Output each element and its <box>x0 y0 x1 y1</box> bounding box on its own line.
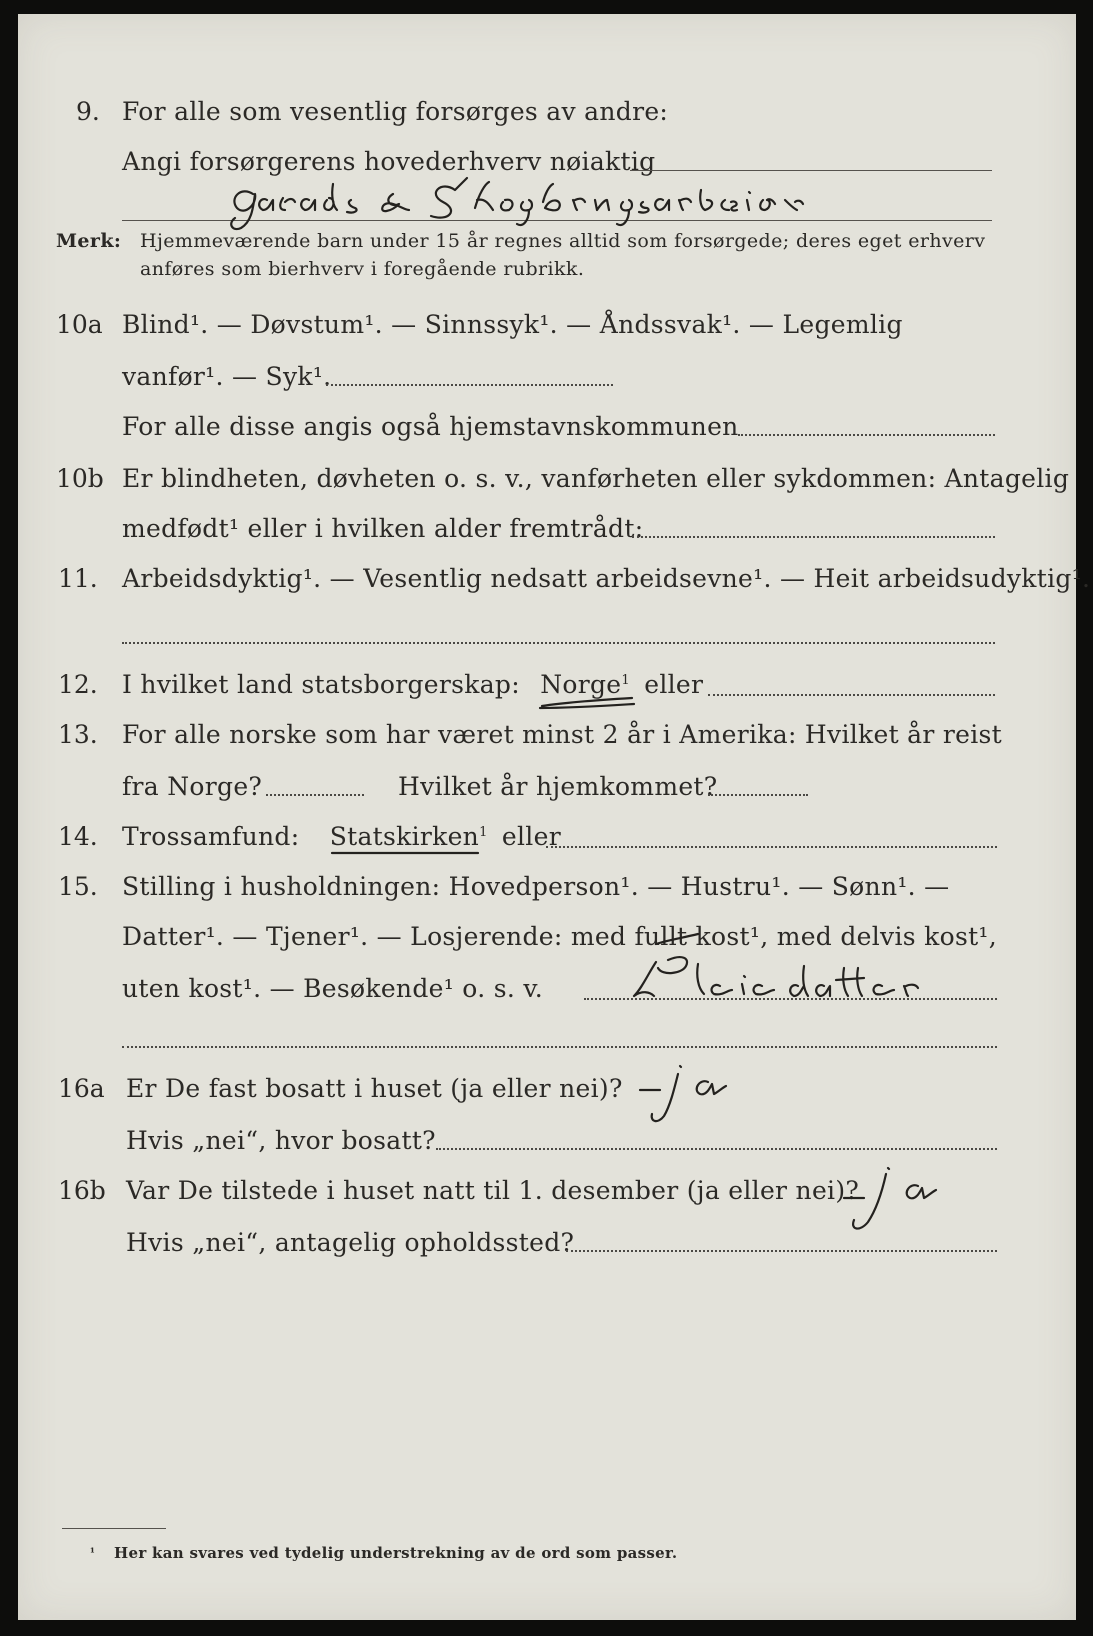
q10a-fill-line-2 <box>738 434 995 436</box>
q11-number: 11. <box>58 564 98 593</box>
q10b-line1: Er blindheten, døvheten o. s. v., vanførheten eller sykdommen: Antagelig <box>122 464 1070 493</box>
q10b-number: 10b <box>56 464 104 493</box>
q15-line2: Datter¹. — Tjener¹. — Losjerende: med fullt kost¹, med delvis kost¹, <box>122 922 997 951</box>
q9-number: 9. <box>76 97 100 126</box>
q16a-number: 16a <box>58 1074 105 1103</box>
q12-number: 12. <box>58 670 98 699</box>
q16a-line2: Hvis „nei“, hvor bosatt? <box>126 1126 436 1155</box>
q12-line1 <box>122 670 703 699</box>
q13-line1: For alle norske som har været minst 2 år i Amerika: Hvilket år reist <box>122 720 1003 749</box>
q14-statskirken-text: Statskirken <box>329 822 480 851</box>
q15-handwritten-answer <box>628 950 998 1010</box>
footnote-mark: ¹ <box>90 1546 96 1559</box>
q16a-line1: Er De fast bosatt i huset (ja eller nei)? <box>126 1074 623 1103</box>
q10b-fill-line <box>632 536 995 538</box>
q15-line3: uten kost¹. — Besøkende¹ o. s. v. <box>122 974 544 1003</box>
q16a-fill-line <box>436 1148 997 1150</box>
q9-line2: Angi forsørgerens hovederhverv nøiaktig <box>122 147 656 176</box>
q16b-fill-line <box>566 1250 997 1252</box>
q13-fill-line-1 <box>266 794 364 796</box>
q16b-line2: Hvis „nei“, antagelig opholdssted? <box>126 1228 575 1257</box>
q10b-line2: medfødt¹ eller i hvilken alder fremtrådt: <box>122 514 644 543</box>
q12-norge-option: Norge$^1$ <box>540 670 630 699</box>
q12-fill-line <box>708 694 995 696</box>
footnote-text: Her kan svares ved tydelig understrekning av de ord som passer. <box>114 1544 678 1562</box>
q14-eller-text: eller <box>501 822 561 851</box>
q15-fill-line-2 <box>122 1046 997 1048</box>
q9-handwritten-answer <box>223 164 1013 234</box>
q11-line1: Arbeidsdyktig¹. — Vesentlig nedsatt arbeidsevne¹. — Heit arbeidsudyktig¹. <box>122 564 1091 593</box>
q16a-handwritten-answer <box>630 1060 740 1130</box>
q13-fill-line-2 <box>708 794 808 796</box>
q13-line2b: Hvilket år hjemkommet? <box>398 772 718 801</box>
q14-number: 14. <box>58 822 98 851</box>
q11-fill-line <box>122 642 995 644</box>
q16b-handwritten-answer <box>840 1164 950 1240</box>
merk-line1: Hjemmeværende barn under 15 år regnes alltid som forsørgede; deres eget erhverv <box>140 230 986 252</box>
q14-statskirken-underline <box>330 848 490 860</box>
merk-label: Merk: <box>56 230 122 252</box>
q9-line1: For alle som vesentlig forsørges av andre: <box>122 97 669 126</box>
q14-fill-line <box>546 846 997 848</box>
q16b-number: 16b <box>58 1176 106 1205</box>
q13-line2a: fra Norge? <box>122 772 263 801</box>
q13-number: 13. <box>58 720 98 749</box>
q10a-line3: For alle disse angis også hjemstavnskommunen <box>122 412 739 441</box>
q16b-line1: Var De tilstede i huset natt til 1. desember (ja eller nei)? <box>126 1176 860 1205</box>
q14-statskirken-option: Statskirken$^1$ <box>329 822 488 851</box>
q10a-line2: vanfør¹. — Syk¹. <box>122 362 332 391</box>
q10a-number: 10a <box>56 310 103 339</box>
q14-line1 <box>122 822 561 851</box>
q15-number: 15. <box>58 872 98 901</box>
census-form-page <box>18 14 1091 1620</box>
q10a-fill-line-1 <box>326 384 613 386</box>
q12-eller-text: eller <box>644 670 704 699</box>
q12-question-text: I hvilket land statsborgerskap: <box>122 670 520 699</box>
q10a-line1: Blind¹. — Døvstum¹. — Sinnssyk¹. — Åndssvak¹. — Legemlig <box>122 310 903 339</box>
q12-norge-text: Norge <box>540 670 622 699</box>
footnote-rule <box>62 1528 166 1529</box>
q12-norge-underline <box>538 696 648 716</box>
q15-line1: Stilling i husholdningen: Hovedperson¹. — Hustru¹. — Sønn¹. — <box>122 872 950 901</box>
merk-line2: anføres som bierhverv i foregående rubrikk. <box>140 258 585 280</box>
q14-question-text: Trossamfund: <box>122 822 300 851</box>
